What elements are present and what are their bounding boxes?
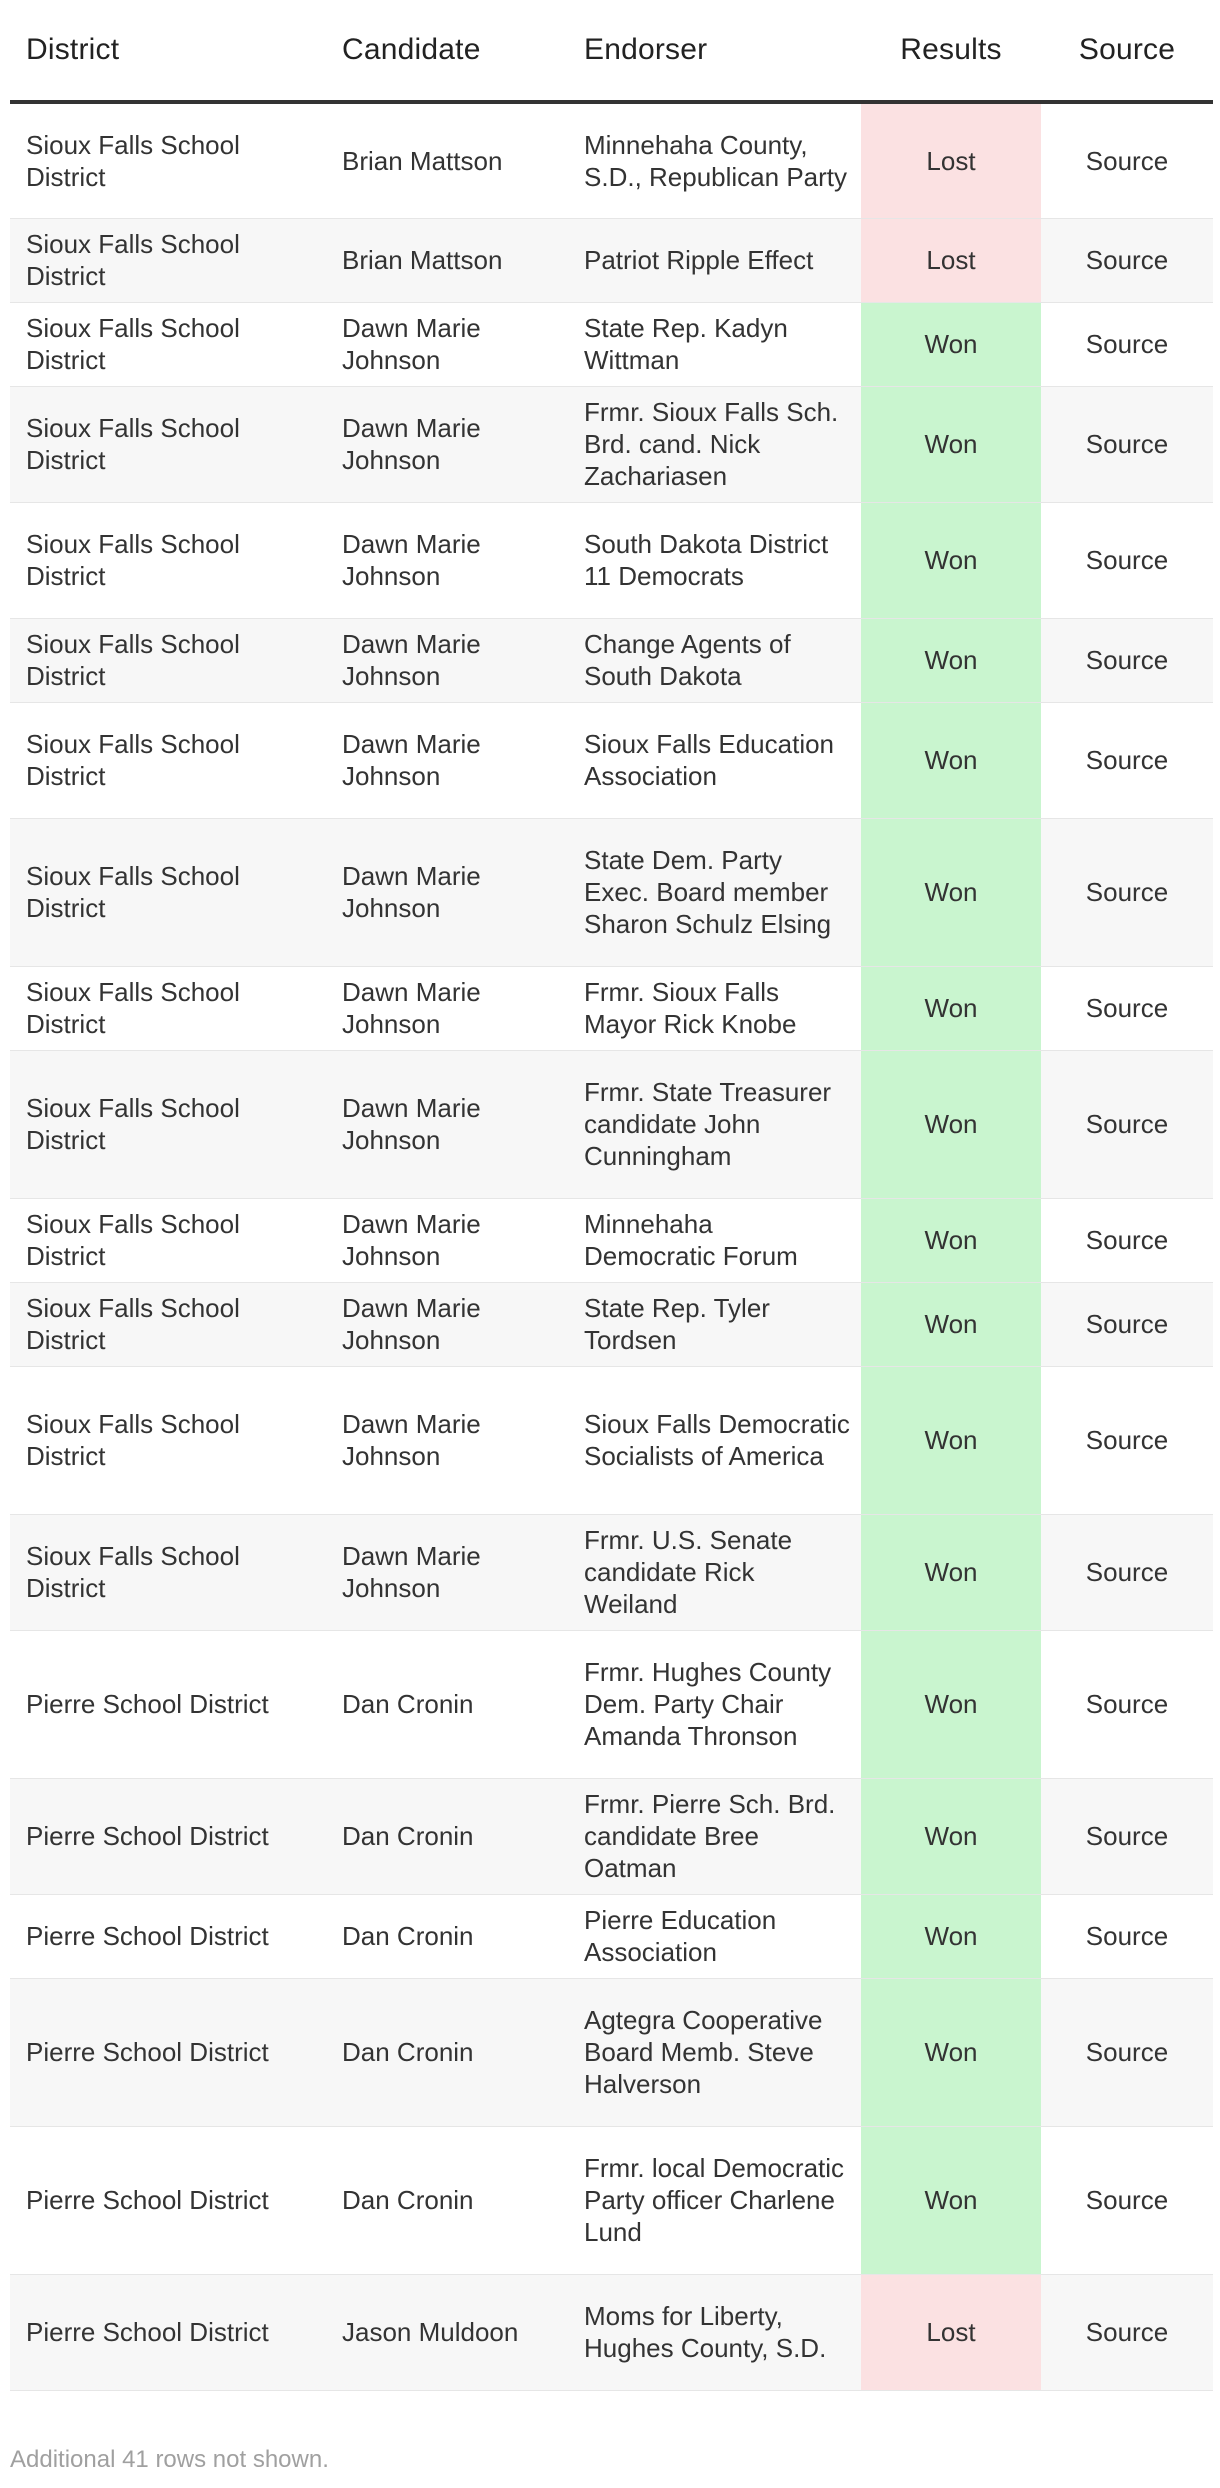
header-source[interactable]: Source <box>1041 0 1213 102</box>
cell-district: Sioux Falls School District <box>10 1514 326 1630</box>
cell-candidate: Dawn Marie Johnson <box>326 302 568 386</box>
cell-endorser: Frmr. U.S. Senate candidate Rick Weiland <box>568 1514 861 1630</box>
cell-district: Pierre School District <box>10 1894 326 1978</box>
cell-candidate: Jason Muldoon <box>326 2274 568 2390</box>
cell-district: Sioux Falls School District <box>10 502 326 618</box>
cell-source-link[interactable]: Source <box>1041 966 1213 1050</box>
cell-result: Won <box>861 2126 1041 2274</box>
table-row <box>10 1514 1213 1630</box>
cell-district: Sioux Falls School District <box>10 618 326 702</box>
cell-result: Won <box>861 966 1041 1050</box>
table-row <box>10 818 1213 966</box>
cell-district: Sioux Falls School District <box>10 1282 326 1366</box>
table-row <box>10 1630 1213 1778</box>
table-body <box>10 102 1213 2390</box>
cell-source-link[interactable]: Source <box>1041 1282 1213 1366</box>
cell-candidate: Dawn Marie Johnson <box>326 1514 568 1630</box>
cell-district: Sioux Falls School District <box>10 102 326 218</box>
cell-endorser: Frmr. Sioux Falls Mayor Rick Knobe <box>568 966 861 1050</box>
cell-result: Won <box>861 1514 1041 1630</box>
cell-source-link[interactable]: Source <box>1041 1514 1213 1630</box>
cell-source-link[interactable]: Source <box>1041 102 1213 218</box>
cell-result: Won <box>861 1894 1041 1978</box>
cell-endorser: Agtegra Cooperative Board Memb. Steve Halverson <box>568 1978 861 2126</box>
cell-result: Won <box>861 1366 1041 1514</box>
cell-result: Lost <box>861 218 1041 302</box>
cell-endorser: Frmr. State Treasurer candidate John Cunningham <box>568 1050 861 1198</box>
cell-endorser: Sioux Falls Democratic Socialists of America <box>568 1366 861 1514</box>
table-row <box>10 966 1213 1050</box>
endorsements-table <box>10 0 1213 2391</box>
cell-source-link[interactable]: Source <box>1041 386 1213 502</box>
cell-source-link[interactable]: Source <box>1041 502 1213 618</box>
cell-candidate: Dawn Marie Johnson <box>326 618 568 702</box>
cell-candidate: Dawn Marie Johnson <box>326 702 568 818</box>
cell-endorser: Frmr. local Democratic Party officer Charlene Lund <box>568 2126 861 2274</box>
cell-source-link[interactable]: Source <box>1041 1778 1213 1894</box>
cell-source-link[interactable]: Source <box>1041 2126 1213 2274</box>
table-row <box>10 2126 1213 2274</box>
cell-endorser: Frmr. Pierre Sch. Brd. candidate Bree Oatman <box>568 1778 861 1894</box>
table-row <box>10 1978 1213 2126</box>
cell-result: Won <box>861 1282 1041 1366</box>
cell-endorser: Frmr. Sioux Falls Sch. Brd. cand. Nick Zachariasen <box>568 386 861 502</box>
table-row <box>10 302 1213 386</box>
cell-source-link[interactable]: Source <box>1041 1050 1213 1198</box>
cell-endorser: Sioux Falls Education Association <box>568 702 861 818</box>
cell-result: Won <box>861 1198 1041 1282</box>
cell-candidate: Dawn Marie Johnson <box>326 966 568 1050</box>
table-row <box>10 386 1213 502</box>
cell-candidate: Brian Mattson <box>326 218 568 302</box>
cell-endorser: Pierre Education Association <box>568 1894 861 1978</box>
table-row <box>10 1198 1213 1282</box>
cell-result: Won <box>861 1050 1041 1198</box>
cell-endorser: Patriot Ripple Effect <box>568 218 861 302</box>
table-row <box>10 1050 1213 1198</box>
table-row <box>10 1366 1213 1514</box>
cell-candidate: Dawn Marie Johnson <box>326 386 568 502</box>
cell-source-link[interactable]: Source <box>1041 302 1213 386</box>
cell-district: Sioux Falls School District <box>10 966 326 1050</box>
cell-candidate: Dawn Marie Johnson <box>326 1366 568 1514</box>
cell-candidate: Dan Cronin <box>326 1778 568 1894</box>
cell-endorser: South Dakota District 11 Democrats <box>568 502 861 618</box>
cell-candidate: Brian Mattson <box>326 102 568 218</box>
table-row <box>10 618 1213 702</box>
cell-result: Won <box>861 618 1041 702</box>
table-row <box>10 1778 1213 1894</box>
cell-result: Won <box>861 502 1041 618</box>
cell-endorser: Minnehaha Democratic Forum <box>568 1198 861 1282</box>
cell-district: Sioux Falls School District <box>10 818 326 966</box>
cell-source-link[interactable]: Source <box>1041 618 1213 702</box>
cell-endorser: State Rep. Tyler Tordsen <box>568 1282 861 1366</box>
cell-district: Pierre School District <box>10 2274 326 2390</box>
table-row <box>10 502 1213 618</box>
cell-district: Sioux Falls School District <box>10 386 326 502</box>
cell-result: Won <box>861 818 1041 966</box>
table-row <box>10 702 1213 818</box>
cell-district: Pierre School District <box>10 2126 326 2274</box>
cell-endorser: Moms for Liberty, Hughes County, S.D. <box>568 2274 861 2390</box>
table-row <box>10 218 1213 302</box>
header-candidate[interactable]: Candidate <box>326 0 568 102</box>
cell-source-link[interactable]: Source <box>1041 1978 1213 2126</box>
table-row <box>10 2274 1213 2390</box>
header-row <box>10 0 1213 102</box>
cell-result: Won <box>861 1630 1041 1778</box>
cell-result: Won <box>861 1978 1041 2126</box>
cell-endorser: State Dem. Party Exec. Board member Sharon Schulz Elsing <box>568 818 861 966</box>
cell-district: Pierre School District <box>10 1778 326 1894</box>
cell-district: Pierre School District <box>10 1978 326 2126</box>
cell-result: Won <box>861 386 1041 502</box>
cell-endorser: Change Agents of South Dakota <box>568 618 861 702</box>
cell-source-link[interactable]: Source <box>1041 1366 1213 1514</box>
cell-source-link[interactable]: Source <box>1041 1198 1213 1282</box>
table-header <box>10 0 1213 102</box>
cell-candidate: Dan Cronin <box>326 1978 568 2126</box>
cell-district: Sioux Falls School District <box>10 1050 326 1198</box>
cell-district: Sioux Falls School District <box>10 1366 326 1514</box>
cell-source-link[interactable]: Source <box>1041 702 1213 818</box>
cell-source-link[interactable]: Source <box>1041 218 1213 302</box>
header-district[interactable]: District <box>10 0 326 102</box>
table-row <box>10 1282 1213 1366</box>
cell-candidate: Dawn Marie Johnson <box>326 502 568 618</box>
cell-endorser: State Rep. Kadyn Wittman <box>568 302 861 386</box>
cell-source-link[interactable]: Source <box>1041 818 1213 966</box>
endorsements-table-container <box>10 0 1213 2391</box>
rows-not-shown-note: Additional 41 rows not shown. <box>10 2446 329 2473</box>
cell-endorser: Minnehaha County, S.D., Republican Party <box>568 102 861 218</box>
cell-candidate: Dawn Marie Johnson <box>326 1050 568 1198</box>
cell-result: Lost <box>861 2274 1041 2390</box>
cell-source-link[interactable]: Source <box>1041 2274 1213 2390</box>
cell-district: Sioux Falls School District <box>10 702 326 818</box>
cell-candidate: Dawn Marie Johnson <box>326 1282 568 1366</box>
cell-result: Lost <box>861 102 1041 218</box>
cell-candidate: Dawn Marie Johnson <box>326 1198 568 1282</box>
cell-district: Pierre School District <box>10 1630 326 1778</box>
cell-endorser: Frmr. Hughes County Dem. Party Chair Amanda Thronson <box>568 1630 861 1778</box>
cell-source-link[interactable]: Source <box>1041 1894 1213 1978</box>
cell-candidate: Dan Cronin <box>326 1630 568 1778</box>
cell-result: Won <box>861 302 1041 386</box>
table-row <box>10 1894 1213 1978</box>
cell-district: Sioux Falls School District <box>10 218 326 302</box>
header-endorser[interactable]: Endorser <box>568 0 861 102</box>
cell-result: Won <box>861 702 1041 818</box>
table-row <box>10 102 1213 218</box>
cell-district: Sioux Falls School District <box>10 302 326 386</box>
cell-result: Won <box>861 1778 1041 1894</box>
cell-candidate: Dan Cronin <box>326 2126 568 2274</box>
cell-source-link[interactable]: Source <box>1041 1630 1213 1778</box>
header-results[interactable]: Results <box>861 0 1041 102</box>
cell-candidate: Dawn Marie Johnson <box>326 818 568 966</box>
cell-district: Sioux Falls School District <box>10 1198 326 1282</box>
cell-candidate: Dan Cronin <box>326 1894 568 1978</box>
